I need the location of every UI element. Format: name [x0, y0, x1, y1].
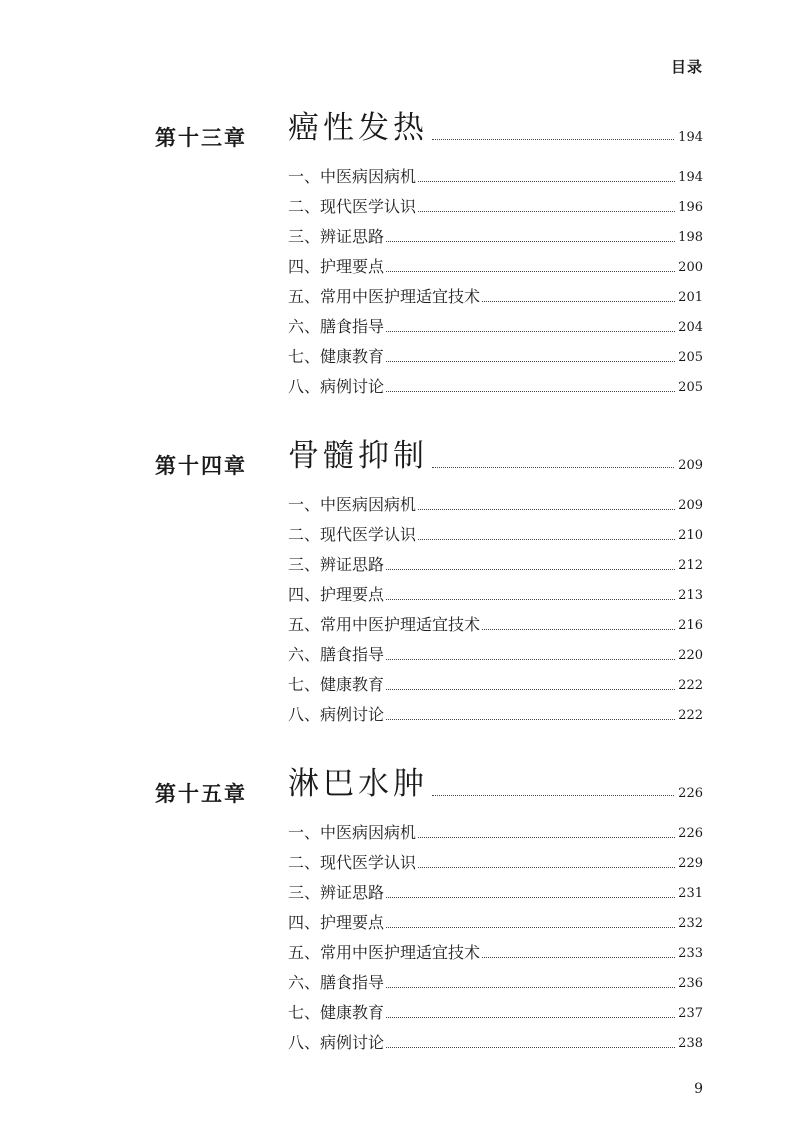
toc-entry[interactable]: [288, 307, 703, 337]
dot-leader: [418, 837, 675, 838]
section-list: [288, 813, 703, 1053]
toc-entry[interactable]: [288, 545, 703, 575]
dot-leader: [432, 795, 674, 796]
toc-entry[interactable]: [288, 903, 703, 933]
toc-entry[interactable]: [288, 247, 703, 277]
section-title: 二、现代医学认识: [288, 525, 417, 544]
section-title: 四、护理要点: [288, 913, 385, 932]
section-title: 八、病例讨论: [288, 705, 385, 724]
section-title: 七、健康教育: [288, 1003, 385, 1022]
toc-entry[interactable]: [288, 1023, 703, 1053]
dot-leader: [418, 867, 675, 868]
toc-entry[interactable]: [288, 963, 703, 993]
dot-leader: [386, 927, 675, 928]
dot-leader: [418, 211, 675, 212]
section-title: 七、健康教育: [288, 347, 385, 366]
chapter-number: 第十五章: [155, 781, 247, 806]
dot-leader: [482, 301, 675, 302]
toc-entry[interactable]: [288, 813, 703, 843]
section-title: 四、护理要点: [288, 585, 385, 604]
toc-entry[interactable]: [288, 575, 703, 605]
section-page-number: 204: [678, 320, 703, 335]
section-page-number: 198: [678, 230, 703, 245]
toc-entry[interactable]: [288, 157, 703, 187]
section-title: 三、辨证思路: [288, 227, 385, 246]
dot-leader: [386, 599, 675, 600]
dot-leader: [482, 629, 675, 630]
toc-entry[interactable]: [288, 605, 703, 635]
dot-leader: [386, 1047, 675, 1048]
section-page-number: 200: [678, 260, 703, 275]
toc-entry[interactable]: [288, 367, 703, 397]
section-page-number: 226: [678, 826, 703, 841]
chapter-page-number: 194: [678, 130, 703, 145]
dot-leader: [386, 331, 675, 332]
running-header: 目录: [670, 58, 703, 76]
section-title: 六、膳食指导: [288, 973, 385, 992]
chapter-title: 癌性发热: [288, 110, 428, 146]
section-title: 八、病例讨论: [288, 1033, 385, 1052]
section-title: 三、辨证思路: [288, 555, 385, 574]
section-title: 三、辨证思路: [288, 883, 385, 902]
chapter-number: 第十四章: [155, 453, 247, 478]
toc-entry[interactable]: [288, 993, 703, 1023]
section-title: 四、护理要点: [288, 257, 385, 276]
chapter-title: 骨髓抑制: [288, 438, 428, 474]
section-title: 六、膳食指导: [288, 645, 385, 664]
section-title: 二、现代医学认识: [288, 197, 417, 216]
dot-leader: [386, 391, 675, 392]
section-page-number: 201: [678, 290, 703, 305]
section-page-number: 222: [678, 708, 703, 723]
section-page-number: 222: [678, 678, 703, 693]
toc-entry[interactable]: [288, 485, 703, 515]
toc-entry[interactable]: [288, 337, 703, 367]
toc-entry[interactable]: [288, 933, 703, 963]
section-list: [288, 485, 703, 725]
section-title: 一、中医病因病机: [288, 495, 417, 514]
section-title: 一、中医病因病机: [288, 167, 417, 186]
section-page-number: 229: [678, 856, 703, 871]
section-title: 五、常用中医护理适宜技术: [288, 943, 481, 962]
section-page-number: 236: [678, 976, 703, 991]
section-page-number: 216: [678, 618, 703, 633]
toc-entry[interactable]: [288, 187, 703, 217]
section-title: 五、常用中医护理适宜技术: [288, 287, 481, 306]
chapter-page-number: 209: [678, 458, 703, 473]
chapter-title-row[interactable]: [288, 438, 703, 474]
toc-entry[interactable]: [288, 277, 703, 307]
dot-leader: [418, 181, 675, 182]
chapter-page-number: 226: [678, 786, 703, 801]
chapter-number: 第十三章: [155, 125, 247, 150]
dot-leader: [386, 689, 675, 690]
chapter-title: 淋巴水肿: [288, 766, 428, 802]
toc-entry[interactable]: [288, 843, 703, 873]
section-page-number: 210: [678, 528, 703, 543]
section-page-number: 231: [678, 886, 703, 901]
section-page-number: 205: [678, 380, 703, 395]
section-page-number: 212: [678, 558, 703, 573]
toc-entry[interactable]: [288, 635, 703, 665]
dot-leader: [418, 539, 675, 540]
section-page-number: 233: [678, 946, 703, 961]
dot-leader: [418, 509, 675, 510]
section-list: [288, 157, 703, 397]
dot-leader: [482, 957, 675, 958]
dot-leader: [386, 271, 675, 272]
chapter-title-row[interactable]: [288, 766, 703, 802]
dot-leader: [386, 569, 675, 570]
page-number: 9: [694, 1081, 703, 1097]
toc-entry[interactable]: [288, 695, 703, 725]
section-title: 六、膳食指导: [288, 317, 385, 336]
section-page-number: 209: [678, 498, 703, 513]
dot-leader: [432, 139, 674, 140]
section-title: 五、常用中医护理适宜技术: [288, 615, 481, 634]
section-title: 二、现代医学认识: [288, 853, 417, 872]
dot-leader: [386, 897, 675, 898]
section-page-number: 237: [678, 1006, 703, 1021]
section-page-number: 220: [678, 648, 703, 663]
chapter-title-row[interactable]: [288, 110, 703, 146]
dot-leader: [386, 241, 675, 242]
section-title: 八、病例讨论: [288, 377, 385, 396]
section-title: 七、健康教育: [288, 675, 385, 694]
section-page-number: 213: [678, 588, 703, 603]
toc-entry[interactable]: [288, 873, 703, 903]
section-page-number: 232: [678, 916, 703, 931]
dot-leader: [386, 659, 675, 660]
section-page-number: 196: [678, 200, 703, 215]
section-page-number: 238: [678, 1036, 703, 1051]
dot-leader: [386, 361, 675, 362]
dot-leader: [432, 467, 674, 468]
dot-leader: [386, 987, 675, 988]
toc-entry[interactable]: [288, 515, 703, 545]
section-title: 一、中医病因病机: [288, 823, 417, 842]
dot-leader: [386, 719, 675, 720]
toc-entry[interactable]: [288, 217, 703, 247]
section-page-number: 194: [678, 170, 703, 185]
dot-leader: [386, 1017, 675, 1018]
toc-entry[interactable]: [288, 665, 703, 695]
section-page-number: 205: [678, 350, 703, 365]
